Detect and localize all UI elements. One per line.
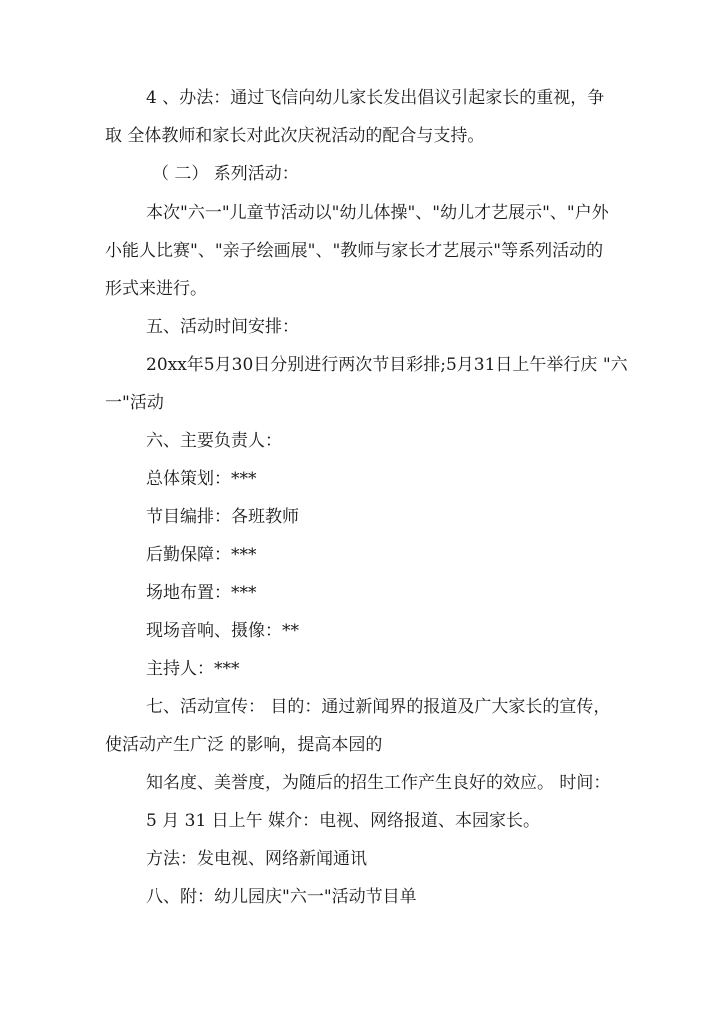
text-line-series-2: 小能人比赛"、"亲子绘画展"、"教师与家长才艺展示"等系列活动的 [105,241,604,261]
section-heading-series-activities: （ 二） 系列活动： [152,164,299,184]
text-line-planning: 总体策划：*** [146,469,257,489]
text-line-publicity-4: 5 月 31 日上午 媒介：电视、网络报道、本园家长。 [146,811,541,831]
section-heading-publicity: 七、活动宣传： 目的：通过新闻界的报道及广大家长的宣传， [146,697,611,717]
text-line-publicity-3: 知名度、美誉度，为随后的招生工作产生良好的效应。 时间： [146,773,611,793]
text-line-method-cont: 取 全体教师和家长对此次庆祝活动的配合与支持。 [105,126,485,146]
text-line-series-1: 本次"六一"儿童节活动以"幼儿体操"、"幼儿才艺展示"、"户外 [146,203,609,223]
section-heading-appendix: 八、附：幼儿园庆"六一"活动节目单 [146,887,417,907]
text-line-schedule-1: 20xx年5月30日分别进行两次节目彩排;5月31日上午举行庆 "六 [146,355,628,375]
text-line-method: 4 、办法：通过飞信向幼儿家长发出倡议引起家长的重视，争 [146,88,605,108]
text-line-schedule-2: 一"活动 [105,393,164,413]
text-line-venue: 场地布置：*** [146,583,257,603]
text-line-publicity-method: 方法：发电视、网络新闻通讯 [146,849,367,869]
section-heading-schedule: 五、活动时间安排： [146,317,299,337]
text-line-audio-video: 现场音响、摄像：** [146,621,299,641]
section-heading-responsible: 六、主要负责人： [146,431,282,451]
text-line-logistics: 后勤保障：*** [146,545,257,565]
text-line-publicity-2: 使活动产生广泛 的影响，提高本园的 [105,735,383,755]
text-line-series-3: 形式来进行。 [105,279,207,299]
text-line-host: 主持人：*** [146,659,240,679]
text-line-program: 节目编排：各班教师 [146,507,299,527]
